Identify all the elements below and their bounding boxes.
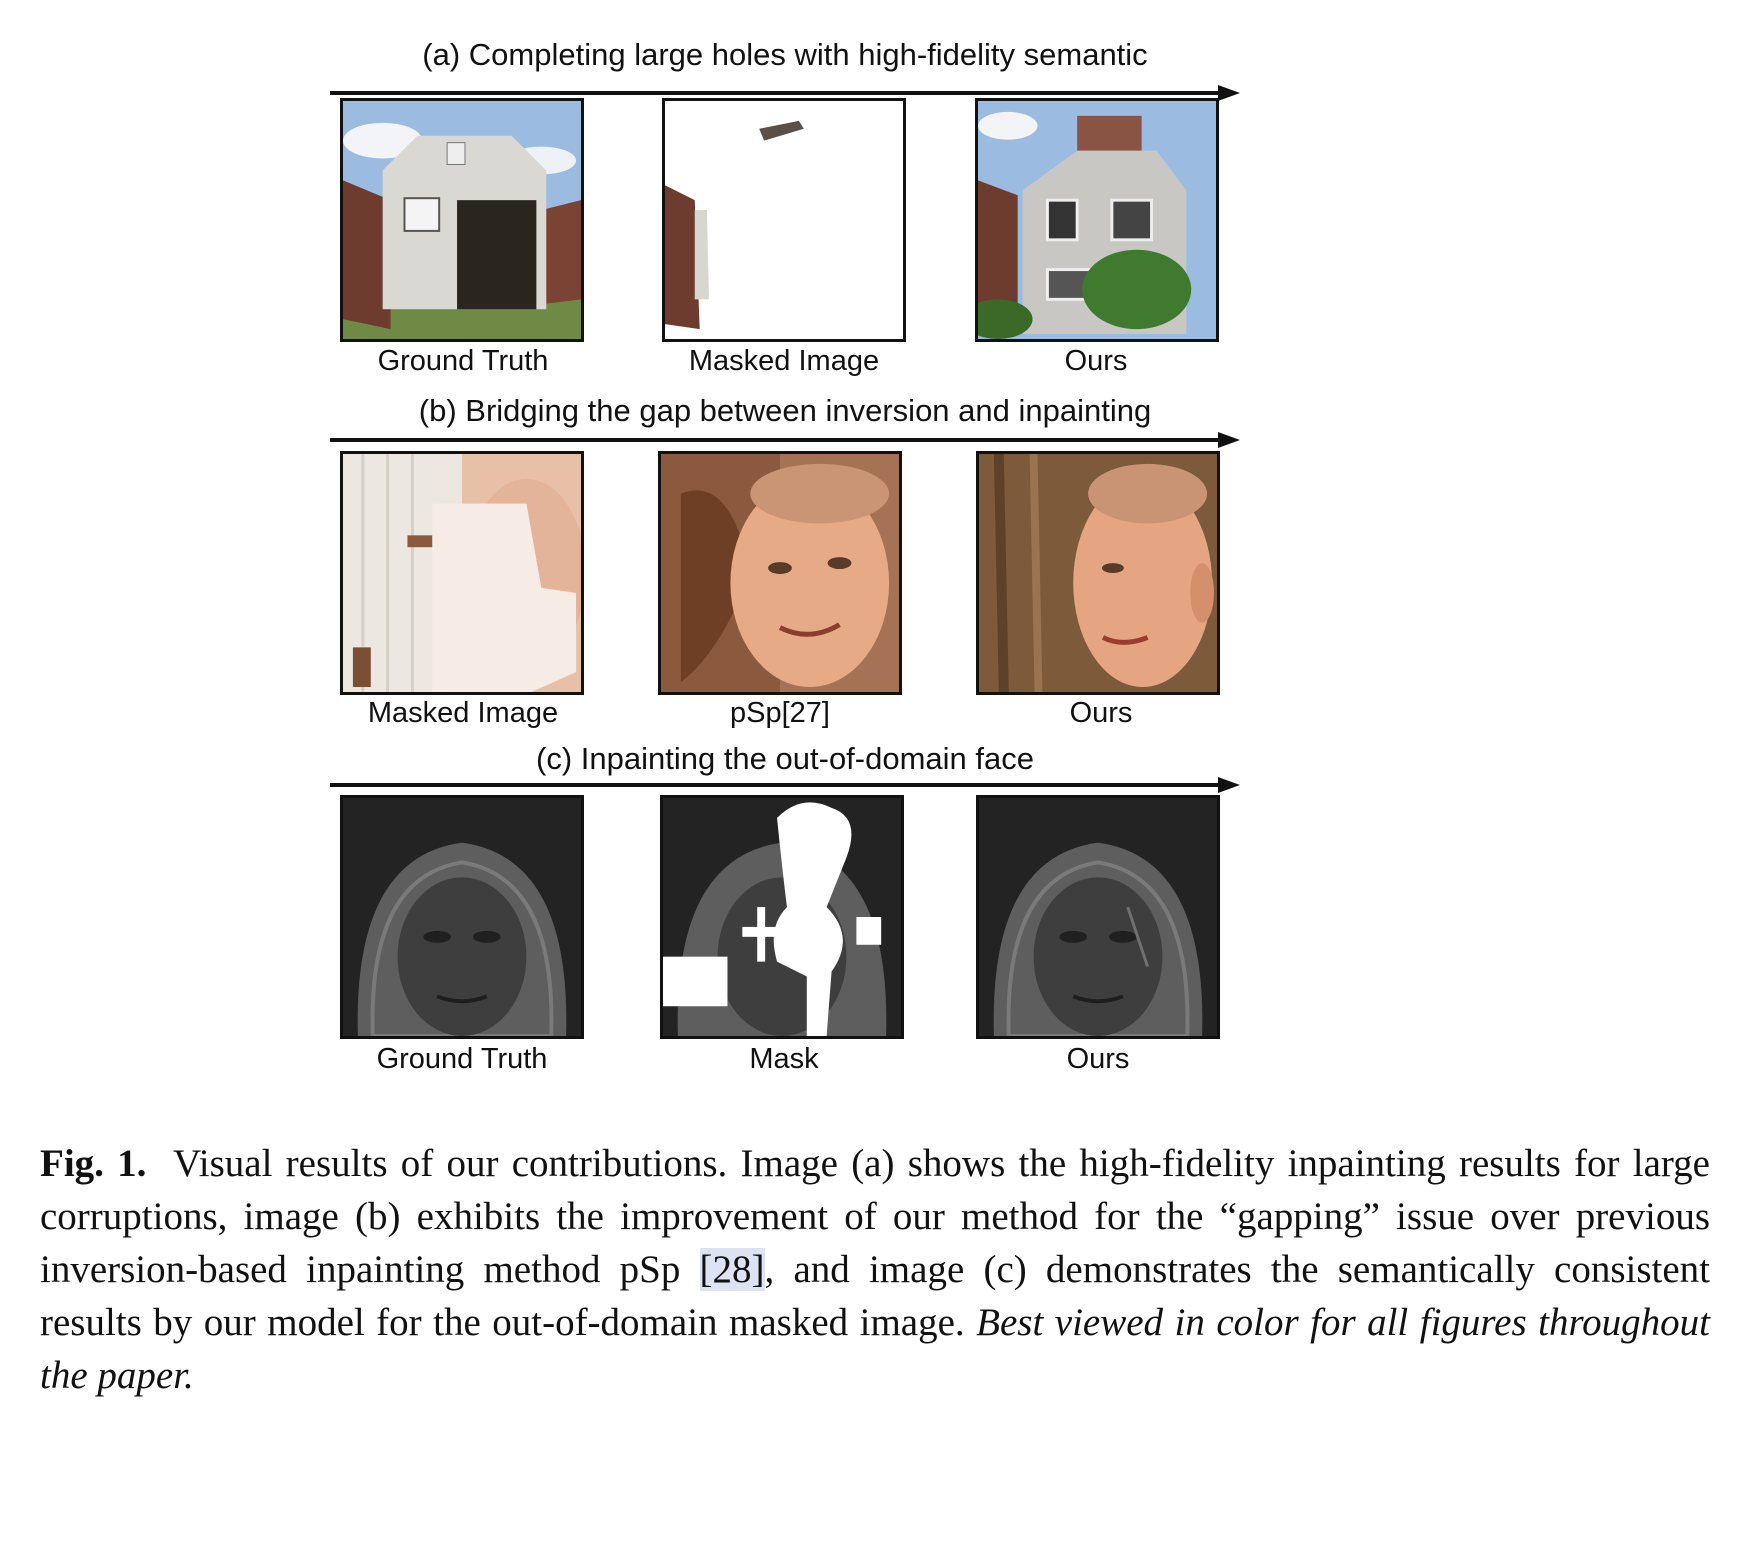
caption-text-2: , and image (c) demonstrates the semantically consistent results by our model for the out-of-domain masked image. — [40, 1248, 1711, 1344]
image-masked-shed — [662, 98, 906, 342]
image-ground-truth-shed — [340, 98, 584, 342]
section-b-title: (b) Bridging the gap between inversion and inpainting — [418, 393, 1152, 428]
label-masked-image-a: Masked Image — [688, 345, 880, 377]
label-masked-image-b: Masked Image — [367, 697, 559, 729]
image-psp-face — [658, 451, 902, 695]
figure-caption — [40, 1137, 1710, 1402]
figure-label: Fig. 1. — [40, 1142, 147, 1185]
section-c-title: (c) Inpainting the out-of-domain face — [536, 741, 1034, 776]
label-ground-truth-a: Ground Truth — [377, 345, 549, 377]
label-mask-c: Mask — [749, 1043, 819, 1075]
image-ground-truth-statue — [340, 795, 584, 1039]
image-ours-face — [976, 451, 1220, 695]
caption-text-1: Visual results of our contributions. Image (a) shows the high-fidelity inpainting results for large corruptions, image (b) exhibits the improvement of our method for the “gapping” issue over previous inversion-based inpainting method pSp — [40, 1142, 1710, 1291]
label-psp-b: pSp[27] — [730, 697, 830, 729]
citation-link[interactable]: [28] — [699, 1248, 765, 1291]
label-ours-a: Ours — [1064, 345, 1128, 377]
image-ours-house — [975, 98, 1219, 342]
label-ground-truth-c: Ground Truth — [376, 1043, 548, 1075]
image-ours-statue — [976, 795, 1220, 1039]
section-b-arrow — [330, 431, 1240, 449]
label-ours-c: Ours — [1066, 1043, 1130, 1075]
caption-italic-note: Best viewed in color for all figures throughout the paper. — [40, 1301, 1711, 1397]
image-masked-face — [340, 451, 584, 695]
image-masked-statue — [660, 795, 904, 1039]
section-c-arrow — [330, 776, 1240, 794]
label-ours-b: Ours — [1069, 697, 1133, 729]
section-a-title: (a) Completing large holes with high-fidelity semantic — [422, 37, 1148, 72]
